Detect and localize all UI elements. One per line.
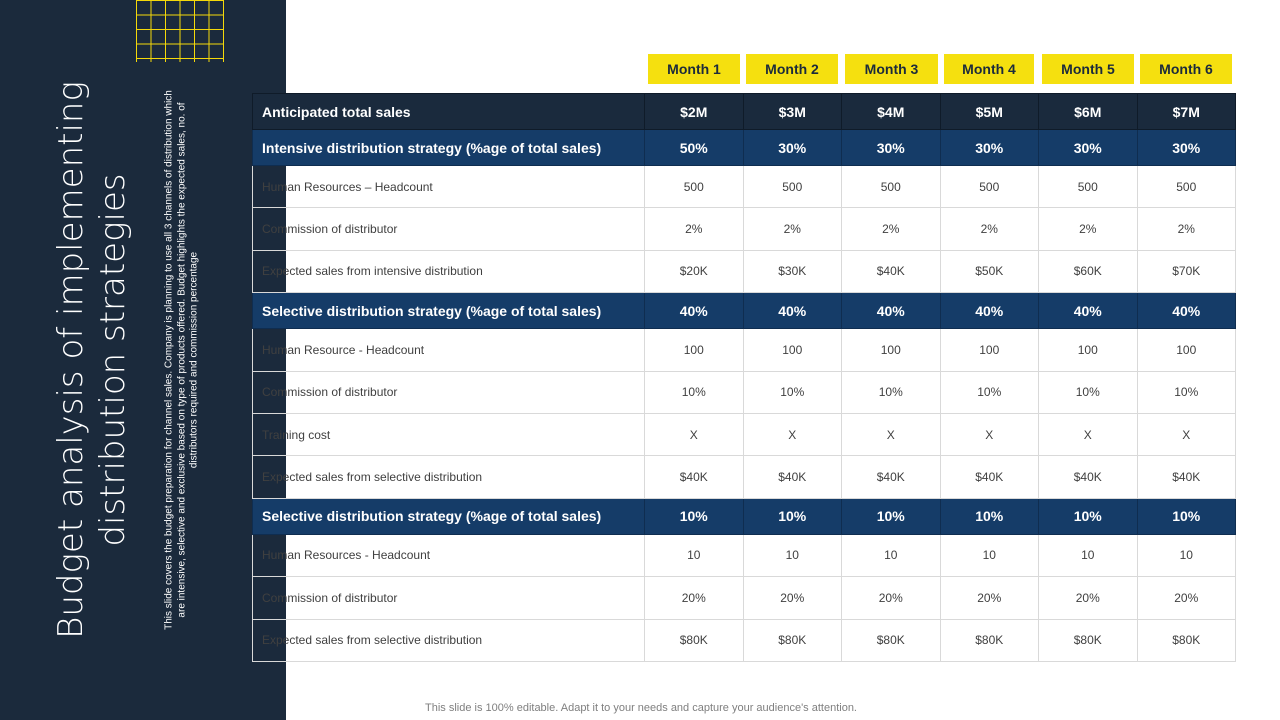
table-cell: 10%	[940, 371, 1039, 413]
table-cell: $40K	[645, 456, 744, 498]
row-label: Commission of distributor	[253, 208, 645, 250]
table-cell: 10	[743, 534, 842, 576]
table-cell: 30%	[1039, 130, 1138, 166]
table-row	[253, 577, 1236, 619]
row-label: Selective distribution strategy (%age of total sales)	[253, 498, 645, 534]
table-cell: 30%	[743, 130, 842, 166]
row-label: Human Resources – Headcount	[253, 166, 645, 208]
table-cell: 10%	[842, 371, 941, 413]
table-cell: $30K	[743, 250, 842, 292]
table-cell: 10	[842, 534, 941, 576]
table-row	[253, 208, 1236, 250]
table-cell: X	[645, 413, 744, 455]
table-cell: 40%	[645, 293, 744, 329]
row-label: Human Resource - Headcount	[253, 329, 645, 371]
row-label: Selective distribution strategy (%age of total sales)	[253, 293, 645, 329]
table-cell: 40%	[743, 293, 842, 329]
row-label: Expected sales from selective distribution	[253, 456, 645, 498]
table-row	[253, 293, 1236, 329]
table-cell: 40%	[1039, 293, 1138, 329]
table-row	[253, 94, 1236, 130]
table-row	[253, 371, 1236, 413]
table-cell: X	[743, 413, 842, 455]
grid-pattern-decoration	[136, 0, 224, 62]
table-cell: $50K	[940, 250, 1039, 292]
table-cell: 100	[842, 329, 941, 371]
table-cell: $40K	[1137, 456, 1236, 498]
table-cell: 30%	[940, 130, 1039, 166]
table-cell: $4M	[842, 94, 941, 130]
table-cell: 10%	[1137, 498, 1236, 534]
table-row	[253, 329, 1236, 371]
table-cell: 100	[1039, 329, 1138, 371]
row-label: Commission of distributor	[253, 577, 645, 619]
row-label: Expected sales from intensive distribution	[253, 250, 645, 292]
sidebar-panel	[0, 0, 286, 720]
table-cell: 10%	[1137, 371, 1236, 413]
table-cell: 10%	[940, 498, 1039, 534]
table-cell: 2%	[940, 208, 1039, 250]
table-cell: $80K	[645, 619, 744, 661]
table-cell: 500	[645, 166, 744, 208]
table-cell: 2%	[1137, 208, 1236, 250]
table-cell: X	[842, 413, 941, 455]
table-cell: $6M	[1039, 94, 1138, 130]
table-row	[253, 413, 1236, 455]
month-label-4: Month 4	[944, 54, 1034, 84]
table-cell: $70K	[1137, 250, 1236, 292]
table-row	[253, 130, 1236, 166]
table-cell: 2%	[1039, 208, 1138, 250]
table-cell: 500	[743, 166, 842, 208]
table-cell: 10%	[842, 498, 941, 534]
table-cell: 500	[940, 166, 1039, 208]
table-row	[253, 250, 1236, 292]
month-label-5: Month 5	[1042, 54, 1134, 84]
row-label: Expected sales from selective distribution	[253, 619, 645, 661]
table-cell: $80K	[940, 619, 1039, 661]
table-cell: 10	[645, 534, 744, 576]
table-cell: 20%	[645, 577, 744, 619]
table-cell: $80K	[1137, 619, 1236, 661]
row-label: Anticipated total sales	[253, 94, 645, 130]
table-cell: 10	[1137, 534, 1236, 576]
table-cell: $80K	[842, 619, 941, 661]
table-cell: 500	[1137, 166, 1236, 208]
table-row	[253, 534, 1236, 576]
table-cell: 100	[940, 329, 1039, 371]
table-cell: $60K	[1039, 250, 1138, 292]
table-cell: 10%	[645, 498, 744, 534]
table-cell: 20%	[1039, 577, 1138, 619]
table-cell: 20%	[1137, 577, 1236, 619]
table-row	[253, 498, 1236, 534]
table-cell: $80K	[743, 619, 842, 661]
table-cell: 20%	[940, 577, 1039, 619]
table-cell: $80K	[1039, 619, 1138, 661]
table-cell: 100	[1137, 329, 1236, 371]
table-cell: 20%	[743, 577, 842, 619]
table-cell: 10%	[645, 371, 744, 413]
month-label-3: Month 3	[845, 54, 938, 84]
table-cell: 40%	[940, 293, 1039, 329]
table-cell: X	[1137, 413, 1236, 455]
month-label-1: Month 1	[648, 54, 740, 84]
table-cell: $40K	[842, 250, 941, 292]
table-cell: 30%	[1137, 130, 1236, 166]
table-cell: $7M	[1137, 94, 1236, 130]
table-cell: X	[940, 413, 1039, 455]
table-cell: 100	[743, 329, 842, 371]
table-cell: $40K	[1039, 456, 1138, 498]
table-cell: 10%	[1039, 371, 1138, 413]
table-cell: 20%	[842, 577, 941, 619]
table-cell: 10%	[1039, 498, 1138, 534]
table-cell: 10%	[743, 371, 842, 413]
table-cell: 2%	[743, 208, 842, 250]
table-cell: $20K	[645, 250, 744, 292]
table-row	[253, 166, 1236, 208]
table-cell: 40%	[842, 293, 941, 329]
budget-table	[252, 93, 1236, 662]
table-cell: X	[1039, 413, 1138, 455]
table-cell: 2%	[645, 208, 744, 250]
row-label: Training cost	[253, 413, 645, 455]
slide-title: Budget analysis of implementing distribution strategies	[51, 81, 133, 639]
table-cell: 10%	[743, 498, 842, 534]
table-cell: $3M	[743, 94, 842, 130]
table-cell: $5M	[940, 94, 1039, 130]
table-cell: 10	[940, 534, 1039, 576]
table-cell: 40%	[1137, 293, 1236, 329]
row-label: Commission of distributor	[253, 371, 645, 413]
table-cell: $40K	[743, 456, 842, 498]
table-cell: 500	[1039, 166, 1138, 208]
table-cell: 50%	[645, 130, 744, 166]
slide-description: This slide covers the budget preparation for channel sales. Company is planning to use all 3 channels of distribution which are intensive, selective and exclusive based on type of products offered. Budget highlights the expected sales, no. of distributors required and commission percentage	[163, 90, 200, 630]
table-cell: 30%	[842, 130, 941, 166]
row-label: Human Resources - Headcount	[253, 534, 645, 576]
month-label-6: Month 6	[1140, 54, 1232, 84]
table-cell: $40K	[842, 456, 941, 498]
row-label: Intensive distribution strategy (%age of total sales)	[253, 130, 645, 166]
table-row	[253, 456, 1236, 498]
table-cell: 500	[842, 166, 941, 208]
table-cell: 100	[645, 329, 744, 371]
table-cell: 10	[1039, 534, 1138, 576]
table-cell: $2M	[645, 94, 744, 130]
month-label-2: Month 2	[746, 54, 838, 84]
table-row	[253, 619, 1236, 661]
footer-note: This slide is 100% editable. Adapt it to your needs and capture your audience's attention.	[425, 702, 857, 714]
table-cell: 2%	[842, 208, 941, 250]
table-cell: $40K	[940, 456, 1039, 498]
